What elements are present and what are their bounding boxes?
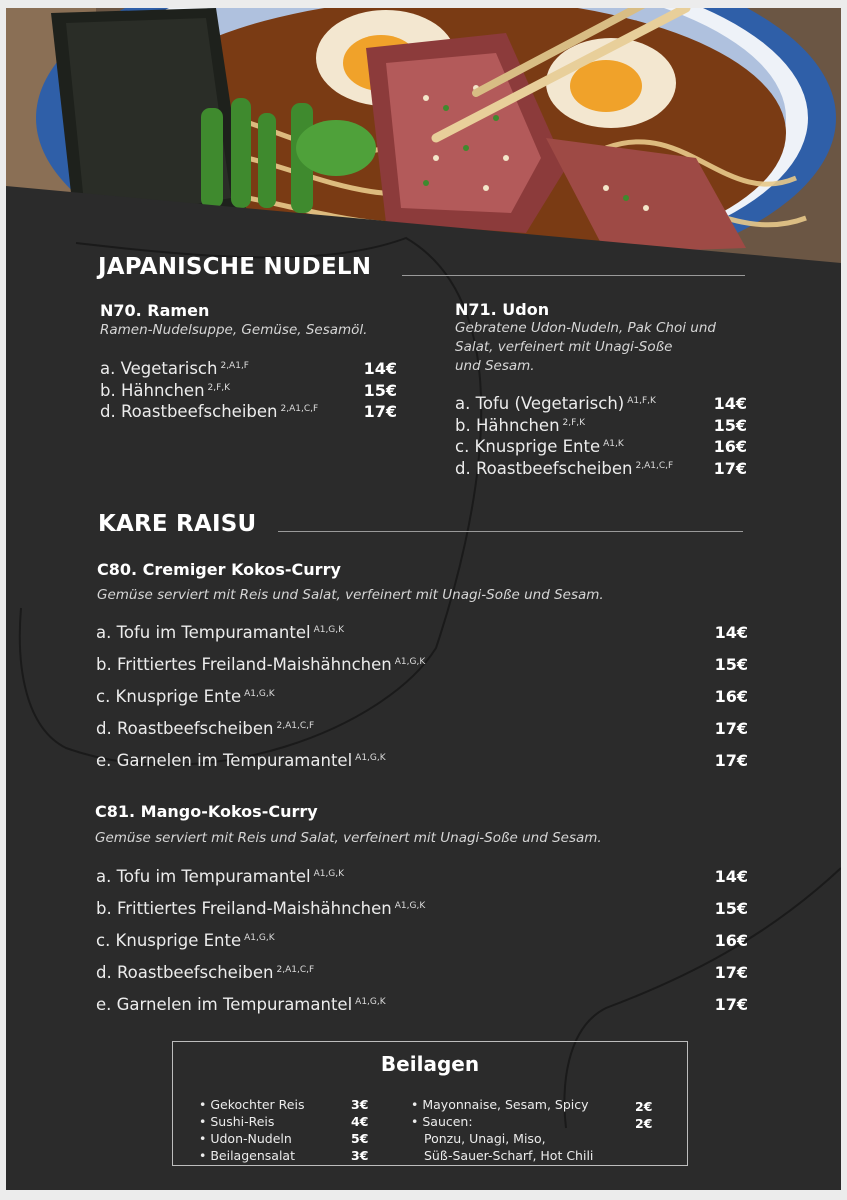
option-price: 15€: [714, 655, 748, 674]
allergen-codes: A1,G,K: [394, 901, 426, 911]
allergen-codes: A1,F,K: [627, 396, 656, 406]
option-price: 16€: [713, 437, 747, 456]
option-label: [100, 381, 230, 400]
option-label: [455, 416, 585, 435]
menu-option-row: [96, 623, 748, 642]
menu-option-row: [455, 437, 747, 456]
menu-option-row: [96, 995, 748, 1014]
side-item-price: 3€: [351, 1097, 369, 1112]
side-item-price: 2€: [635, 1116, 653, 1131]
option-label: [96, 995, 386, 1014]
option-text: e. Garnelen im Tempuramantel: [96, 995, 353, 1014]
option-text: c. Knusprige Ente: [96, 687, 242, 706]
sauce-list-line: Süß-Sauer-Scharf, Hot Chili: [424, 1148, 594, 1163]
side-item-price: 2€: [635, 1099, 653, 1114]
menu-option-row: [96, 867, 748, 886]
option-text: d. Roastbeefscheiben: [455, 458, 633, 478]
option-price: 14€: [713, 394, 747, 413]
menu-option-row: [100, 402, 397, 421]
section-title-nudeln: JAPANISCHE NUDELN: [98, 254, 372, 280]
option-price: 17€: [714, 963, 748, 982]
option-price: 15€: [713, 415, 747, 435]
option-label: [96, 751, 386, 770]
menu-option-row: [96, 751, 748, 770]
option-text: a. Vegetarisch: [100, 359, 218, 378]
allergen-codes: A1,G,K: [244, 689, 275, 699]
option-label: [96, 867, 344, 886]
option-label: [96, 623, 344, 642]
udon-description-line-3: und Sesam.: [455, 358, 535, 374]
side-item-label: • Mayonnaise, Sesam, Spicy: [411, 1097, 589, 1112]
option-price: 15€: [363, 380, 397, 400]
section-title-kare-raisu: KARE RAISU: [98, 511, 257, 537]
option-price: 17€: [714, 719, 748, 738]
option-price: 14€: [714, 867, 748, 886]
option-price: 16€: [714, 687, 748, 706]
allergen-codes: A1,G,K: [394, 657, 426, 667]
option-label: [455, 459, 673, 478]
option-text: c. Knusprige Ente: [96, 931, 242, 950]
option-text: b. Hähnchen: [455, 415, 560, 435]
udon-description-line-2: Salat, verfeinert mit Unagi-Soße: [455, 339, 673, 355]
side-item-label: • Beilagensalat: [199, 1148, 295, 1163]
option-label: [100, 359, 249, 378]
option-price: 17€: [714, 751, 748, 770]
allergen-codes: 2,A1,F: [220, 361, 249, 371]
side-item-price: 5€: [351, 1131, 369, 1146]
option-text: a. Tofu im Tempuramantel: [96, 867, 311, 886]
option-text: d. Roastbeefscheiben: [96, 719, 274, 738]
option-label: [96, 963, 314, 982]
option-price: 14€: [363, 359, 397, 378]
option-price: 16€: [714, 931, 748, 950]
side-item-price: 3€: [351, 1148, 369, 1163]
ramen-title: N70. Ramen: [100, 301, 210, 320]
udon-description-line-1: Gebratene Udon-Nudeln, Pak Choi und: [455, 320, 716, 336]
option-text: b. Frittiertes Freiland-Maishähnchen: [96, 899, 392, 918]
ramen-photo: [6, 8, 841, 278]
option-label: [455, 394, 656, 413]
option-text: d. Roastbeefscheiben: [100, 402, 278, 421]
allergen-codes: A1,G,K: [355, 997, 386, 1007]
menu-option-row: [96, 687, 748, 706]
menu-option-row: [455, 459, 747, 478]
option-label: [96, 931, 275, 950]
allergen-codes: A1,G,K: [313, 625, 345, 635]
option-text: e. Garnelen im Tempuramantel: [96, 751, 353, 770]
side-item-price: 4€: [351, 1114, 369, 1129]
option-label: [96, 655, 425, 674]
udon-title: N71. Udon: [455, 300, 550, 319]
side-item-label: • Gekochter Reis: [199, 1097, 305, 1112]
menu-option-row: [96, 899, 748, 918]
allergen-codes: 2,F,K: [207, 382, 231, 393]
option-label: [96, 687, 275, 706]
option-price: 17€: [714, 995, 748, 1014]
option-text: b. Frittiertes Freiland-Maishähnchen: [96, 655, 392, 674]
option-price: 14€: [714, 623, 748, 642]
option-text: d. Roastbeefscheiben: [96, 963, 274, 982]
menu-option-row: [96, 931, 748, 950]
sauce-list-line: Ponzu, Unagi, Miso,: [424, 1131, 546, 1146]
option-label: [96, 719, 314, 738]
menu-option-row: [100, 381, 397, 400]
menu-option-row: [96, 655, 748, 674]
beilagen-box: [172, 1041, 688, 1166]
option-label: [96, 899, 425, 918]
c80-description: Gemüse serviert mit Reis und Salat, verfeinert mit Unagi-Soße und Sesam.: [97, 587, 604, 603]
allergen-codes: 2,F,K: [562, 417, 586, 428]
allergen-codes: A1,G,K: [355, 753, 386, 763]
section-rule: [402, 275, 745, 276]
c80-title: C80. Cremiger Kokos-Curry: [97, 560, 341, 579]
allergen-codes: A1,G,K: [313, 869, 345, 879]
beilagen-title: Beilagen: [380, 1052, 480, 1076]
allergen-codes: 2,A1,C,F: [276, 721, 315, 731]
option-price: 17€: [713, 458, 747, 478]
option-text: b. Hähnchen: [100, 380, 205, 400]
option-label: [455, 437, 624, 456]
menu-page: [6, 8, 841, 1190]
allergen-codes: 2,A1,C,F: [635, 460, 674, 471]
menu-option-row: [96, 719, 748, 738]
option-price: 17€: [363, 402, 397, 421]
side-item-label: • Saucen:: [411, 1114, 473, 1129]
option-label: [100, 402, 318, 421]
menu-option-row: [455, 394, 747, 413]
option-text: c. Knusprige Ente: [455, 437, 601, 456]
ramen-description: Ramen-Nudelsuppe, Gemüse, Sesamöl.: [100, 322, 368, 338]
allergen-codes: A1,G,K: [244, 933, 275, 943]
c81-title: C81. Mango-Kokos-Curry: [95, 802, 318, 821]
allergen-codes: A1,K: [603, 439, 624, 449]
menu-option-row: [100, 359, 397, 378]
menu-option-row: [455, 416, 747, 435]
option-text: a. Tofu im Tempuramantel: [96, 623, 311, 642]
option-price: 15€: [714, 899, 748, 918]
allergen-codes: 2,A1,C,F: [280, 404, 319, 414]
option-text: a. Tofu (Vegetarisch): [455, 394, 625, 413]
section-rule: [278, 531, 743, 532]
c81-description: Gemüse serviert mit Reis und Salat, verfeinert mit Unagi-Soße und Sesam.: [95, 830, 602, 846]
side-item-label: • Udon-Nudeln: [199, 1131, 292, 1146]
allergen-codes: 2,A1,C,F: [276, 965, 315, 975]
menu-option-row: [96, 963, 748, 982]
side-item-label: • Sushi-Reis: [199, 1114, 275, 1129]
